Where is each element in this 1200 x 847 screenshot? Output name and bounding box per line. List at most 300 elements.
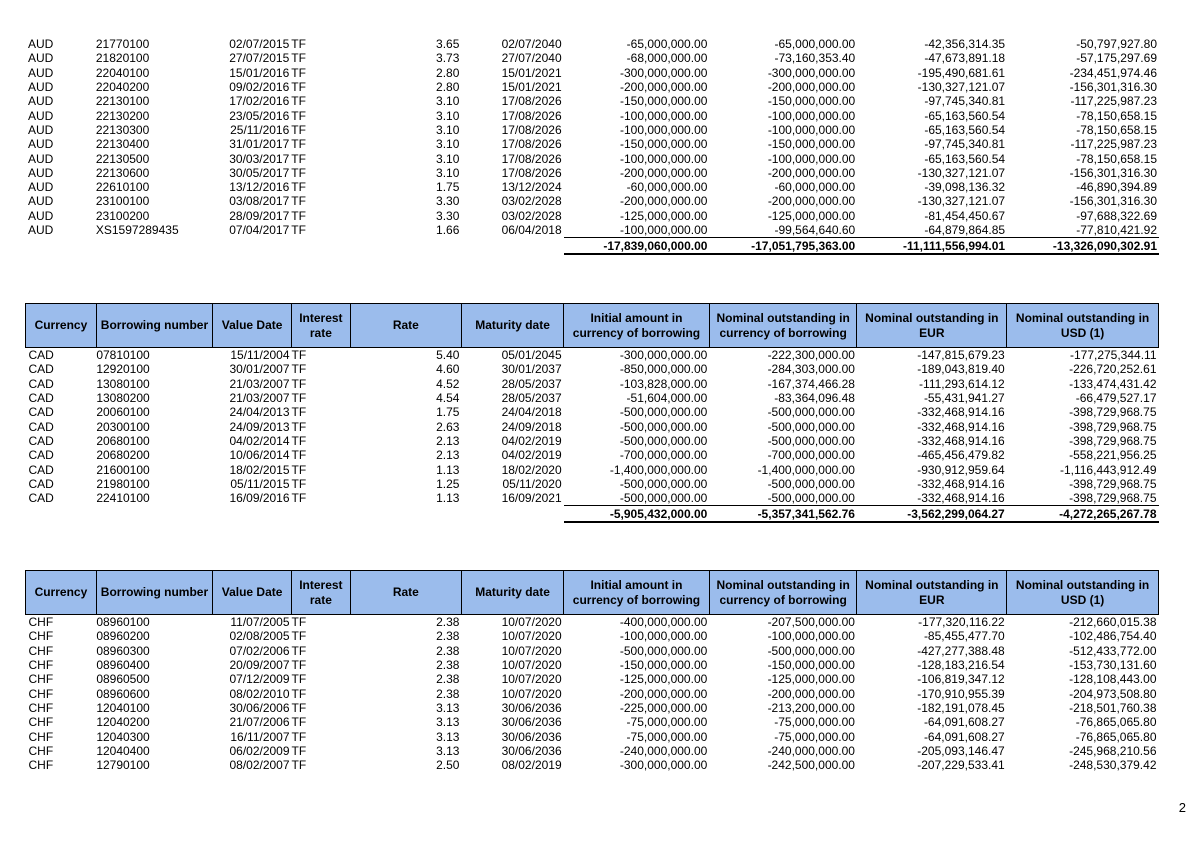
cell-value-date: 30/03/2017 xyxy=(229,151,290,166)
cell-rate: 2.50 xyxy=(436,758,460,773)
cell-value-date: 28/09/2017 xyxy=(229,208,290,223)
cell-value-date: 02/08/2005 xyxy=(229,629,290,644)
cell-rate: 3.30 xyxy=(436,208,460,223)
table-row xyxy=(25,80,1159,94)
cell-value-date: 21/03/2007 xyxy=(229,391,290,406)
cell-maturity-date: 10/07/2020 xyxy=(501,643,562,658)
cell-currency: AUD xyxy=(28,165,54,180)
cell-maturity-date: 04/02/2019 xyxy=(501,433,562,448)
cell-borrowing-number: 22130400 xyxy=(95,137,150,152)
cell-initial-amount: -500,000,000.00 xyxy=(619,419,708,434)
header-rate: Rate xyxy=(350,304,461,348)
cell-borrowing-number: 23100200 xyxy=(95,208,150,223)
table-row xyxy=(26,362,1159,376)
table-row xyxy=(25,94,1159,108)
cell-nominal-usd: -218,501,760.38 xyxy=(1069,700,1157,715)
cell-currency: AUD xyxy=(28,180,54,195)
cell-rate: 2.38 xyxy=(436,672,460,687)
cell-maturity-date: 03/02/2028 xyxy=(501,208,562,223)
table-row xyxy=(25,51,1159,65)
cell-borrowing-number: 13080200 xyxy=(96,391,150,406)
cell-nominal-currency: -200,000,000.00 xyxy=(767,165,856,180)
cell-interest-rate: TF xyxy=(291,433,307,448)
table-row xyxy=(26,615,1159,630)
cell-nominal-currency: -73,160,353.40 xyxy=(774,51,856,66)
total-nominal-currency: -5,357,341,562.76 xyxy=(709,506,857,523)
cell-rate: 1.66 xyxy=(436,223,460,238)
cell-borrowing-number: 21770100 xyxy=(95,37,150,52)
cell-maturity-date: 10/07/2020 xyxy=(501,658,562,673)
cell-nominal-eur: -65,163,560.54 xyxy=(924,108,1006,123)
cell-maturity-date: 03/02/2028 xyxy=(501,194,562,209)
totals-spacer xyxy=(461,506,563,523)
cell-nominal-currency: -60,000,000.00 xyxy=(774,180,856,195)
cell-maturity-date: 30/01/2037 xyxy=(501,362,562,377)
cell-nominal-usd: -512,433,772.00 xyxy=(1069,643,1157,658)
cell-nominal-usd: -398,729,968.75 xyxy=(1069,433,1157,448)
header-value-date: Value Date xyxy=(213,304,292,348)
cell-rate: 1.75 xyxy=(436,180,460,195)
header-rate: Rate xyxy=(350,571,461,615)
totals-spacer xyxy=(350,238,461,255)
cell-rate: 5.40 xyxy=(436,348,460,363)
cell-borrowing-number: 08960100 xyxy=(96,615,150,630)
cell-nominal-currency: -222,300,000.00 xyxy=(767,348,855,363)
cell-rate: 2.38 xyxy=(436,658,460,673)
cell-borrowing-number: 08960500 xyxy=(96,672,150,687)
chf-table-header xyxy=(26,571,1159,615)
cell-currency: CHF xyxy=(28,615,54,630)
cell-initial-amount: -500,000,000.00 xyxy=(619,491,708,506)
cell-interest-rate: TF xyxy=(291,686,307,701)
cell-currency: CAD xyxy=(28,476,54,491)
cell-nominal-usd: -398,729,968.75 xyxy=(1069,476,1157,491)
cell-value-date: 21/03/2007 xyxy=(229,376,290,391)
cell-value-date: 07/02/2006 xyxy=(229,643,290,658)
cell-currency: CHF xyxy=(28,629,54,644)
cell-currency: CHF xyxy=(28,686,54,701)
cell-initial-amount: -75,000,000.00 xyxy=(626,715,708,730)
totals-row xyxy=(25,238,1159,255)
cell-currency: CHF xyxy=(28,643,54,658)
cell-nominal-usd: -46,890,394.89 xyxy=(1076,180,1157,195)
cell-maturity-date: 28/05/2037 xyxy=(501,376,562,391)
cad-table-body xyxy=(26,348,1159,523)
cell-value-date: 08/02/2007 xyxy=(229,758,290,773)
cell-nominal-currency: -100,000,000.00 xyxy=(767,629,855,644)
table-row xyxy=(26,701,1159,715)
cell-nominal-currency: -300,000,000.00 xyxy=(767,65,856,80)
cell-value-date: 08/02/2010 xyxy=(229,686,290,701)
cell-interest-rate: TF xyxy=(291,51,306,66)
cell-nominal-currency: -200,000,000.00 xyxy=(767,194,856,209)
cell-rate: 3.10 xyxy=(436,122,460,137)
table-row xyxy=(26,477,1159,491)
cell-initial-amount: -60,000,000.00 xyxy=(626,180,708,195)
cell-borrowing-number: 23100100 xyxy=(95,194,150,209)
cell-rate: 1.13 xyxy=(436,491,460,506)
cell-nominal-usd: -398,729,968.75 xyxy=(1069,491,1157,506)
cell-currency: CAD xyxy=(28,376,54,391)
cell-maturity-date: 17/08/2026 xyxy=(501,122,562,137)
table-row xyxy=(26,348,1159,363)
cell-nominal-currency: -1,400,000,000.00 xyxy=(757,462,855,477)
header-nominal-currency: Nominal outstanding in currency of borrowing xyxy=(709,571,857,615)
cell-nominal-currency: -125,000,000.00 xyxy=(767,672,855,687)
cell-maturity-date: 30/06/2036 xyxy=(501,715,562,730)
header-maturity-date: Maturity date xyxy=(461,571,563,615)
header-nominal-eur: Nominal outstanding in EUR xyxy=(857,304,1007,348)
cell-value-date: 09/02/2016 xyxy=(229,80,290,95)
cell-rate: 4.60 xyxy=(436,362,460,377)
cell-interest-rate: TF xyxy=(291,448,307,463)
cell-initial-amount: -200,000,000.00 xyxy=(620,194,708,209)
cell-value-date: 21/07/2006 xyxy=(229,715,290,730)
cell-value-date: 30/06/2006 xyxy=(229,700,290,715)
cell-initial-amount: -500,000,000.00 xyxy=(619,405,708,420)
cell-maturity-date: 05/11/2020 xyxy=(502,476,562,491)
cell-initial-amount: -500,000,000.00 xyxy=(619,476,708,491)
cell-initial-amount: -100,000,000.00 xyxy=(620,108,708,123)
cell-value-date: 11/07/2005 xyxy=(230,615,290,630)
cell-interest-rate: TF xyxy=(291,729,307,744)
cell-initial-amount: -300,000,000.00 xyxy=(620,65,708,80)
cell-nominal-usd: -97,688,322.69 xyxy=(1076,208,1157,223)
table-row xyxy=(25,108,1159,122)
cell-rate: 1.25 xyxy=(436,476,460,491)
cell-borrowing-number: 13080100 xyxy=(96,376,150,391)
cell-nominal-eur: -42,356,314.35 xyxy=(924,37,1006,52)
cell-nominal-eur: -106,819,347.12 xyxy=(917,672,1005,687)
header-nominal-currency: Nominal outstanding in currency of borrowing xyxy=(709,304,857,348)
cell-nominal-currency: -500,000,000.00 xyxy=(767,491,855,506)
cell-borrowing-number: 22130600 xyxy=(95,165,150,180)
cell-value-date: 31/01/2017 xyxy=(229,137,290,152)
cell-interest-rate: TF xyxy=(291,348,307,363)
cell-rate: 3.13 xyxy=(436,743,460,758)
cell-currency: AUD xyxy=(28,208,54,223)
cell-value-date: 06/02/2009 xyxy=(229,743,290,758)
header-interest-rate: Interest rate xyxy=(292,304,351,348)
cell-borrowing-number: 08960200 xyxy=(96,629,150,644)
cell-initial-amount: -200,000,000.00 xyxy=(620,80,708,95)
header-borrowing-number: Borrowing number xyxy=(96,571,212,615)
cell-interest-rate: TF xyxy=(291,629,307,644)
cell-nominal-usd: -50,797,927.80 xyxy=(1076,37,1157,52)
cell-value-date: 23/05/2016 xyxy=(229,108,290,123)
cell-nominal-eur: -55,431,941.27 xyxy=(923,391,1005,406)
cell-maturity-date: 10/07/2020 xyxy=(501,615,562,630)
cell-currency: CAD xyxy=(28,433,54,448)
cell-rate: 2.38 xyxy=(436,686,460,701)
cell-currency: AUD xyxy=(28,51,54,66)
cell-maturity-date: 10/07/2020 xyxy=(501,686,562,701)
cell-rate: 2.80 xyxy=(436,65,460,80)
cell-maturity-date: 17/08/2026 xyxy=(501,137,562,152)
table-row xyxy=(26,419,1159,433)
cell-initial-amount: -65,000,000.00 xyxy=(626,37,708,52)
cell-maturity-date: 16/09/2021 xyxy=(501,491,562,506)
cell-nominal-currency: -284,303,000.00 xyxy=(767,362,855,377)
cell-maturity-date: 05/01/2045 xyxy=(501,348,562,363)
totals-spacer xyxy=(292,506,351,523)
cell-value-date: 25/11/2016 xyxy=(230,122,290,137)
cell-initial-amount: -150,000,000.00 xyxy=(620,94,708,109)
page-number: 2 xyxy=(1178,800,1186,815)
cell-nominal-usd: -77,810,421.92 xyxy=(1076,223,1157,237)
cell-nominal-eur: -130,327,121.07 xyxy=(917,194,1006,209)
cell-initial-amount: -300,000,000.00 xyxy=(619,758,708,773)
cell-interest-rate: TF xyxy=(291,658,307,673)
totals-spacer xyxy=(291,238,350,255)
cell-rate: 1.75 xyxy=(436,405,460,420)
cell-currency: CHF xyxy=(28,700,54,715)
cell-maturity-date: 27/07/2040 xyxy=(501,51,562,66)
cell-currency: AUD xyxy=(28,80,54,95)
cell-nominal-currency: -99,564,640.60 xyxy=(774,223,856,237)
cell-nominal-eur: -189,043,819.40 xyxy=(917,362,1005,377)
cell-value-date: 24/04/2013 xyxy=(229,405,290,420)
cell-maturity-date: 15/01/2021 xyxy=(501,80,562,95)
cell-nominal-eur: -930,912,959.64 xyxy=(917,462,1005,477)
table-row xyxy=(26,644,1159,658)
cell-interest-rate: TF xyxy=(291,491,307,506)
cell-initial-amount: -100,000,000.00 xyxy=(620,122,708,137)
cell-nominal-currency: -213,200,000.00 xyxy=(767,700,855,715)
cell-nominal-eur: -207,229,533.41 xyxy=(917,758,1005,773)
cell-currency: CHF xyxy=(28,758,54,773)
cell-nominal-usd: -57,175,297.69 xyxy=(1076,51,1157,66)
cell-nominal-currency: -700,000,000.00 xyxy=(767,448,855,463)
cell-rate: 2.13 xyxy=(436,448,460,463)
cell-interest-rate: TF xyxy=(291,37,306,52)
cell-value-date: 18/02/2015 xyxy=(229,462,290,477)
cell-rate: 3.10 xyxy=(436,108,460,123)
cell-value-date: 16/11/2007 xyxy=(230,729,290,744)
cell-nominal-eur: -195,490,681.61 xyxy=(917,65,1006,80)
cell-nominal-usd: -234,451,974.46 xyxy=(1069,65,1157,80)
cell-nominal-currency: -83,364,096.48 xyxy=(774,391,855,406)
cell-initial-amount: -240,000,000.00 xyxy=(619,743,708,758)
header-initial-amount: Initial amount in currency of borrowing xyxy=(564,304,710,348)
cell-value-date: 05/11/2015 xyxy=(230,476,290,491)
cell-nominal-usd: -156,301,316.30 xyxy=(1069,165,1157,180)
header-borrowing-number: Borrowing number xyxy=(96,304,212,348)
cell-initial-amount: -68,000,000.00 xyxy=(626,51,708,66)
cell-nominal-usd: -66,479,527.17 xyxy=(1075,391,1157,406)
cell-nominal-eur: -147,815,679.23 xyxy=(917,348,1005,363)
cell-value-date: 24/09/2013 xyxy=(229,419,290,434)
cell-initial-amount: -100,000,000.00 xyxy=(620,223,708,237)
cell-interest-rate: TF xyxy=(291,462,307,477)
header-nominal-usd: Nominal outstanding in USD (1) xyxy=(1007,571,1159,615)
cell-nominal-usd: -156,301,316.30 xyxy=(1069,80,1157,95)
cell-value-date: 07/12/2009 xyxy=(229,672,290,687)
totals-spacer xyxy=(26,506,97,523)
cell-currency: AUD xyxy=(28,223,54,238)
cell-nominal-usd: -398,729,968.75 xyxy=(1069,405,1157,420)
cell-nominal-usd: -117,225,987.23 xyxy=(1070,94,1157,109)
cell-initial-amount: -225,000,000.00 xyxy=(619,700,708,715)
cell-nominal-usd: -398,729,968.75 xyxy=(1069,419,1157,434)
cell-currency: CAD xyxy=(28,391,54,406)
cell-interest-rate: TF xyxy=(291,715,307,730)
totals-spacer xyxy=(212,238,291,255)
table-row xyxy=(26,434,1159,448)
cell-initial-amount: -150,000,000.00 xyxy=(620,137,708,152)
cell-initial-amount: -850,000,000.00 xyxy=(619,362,708,377)
cell-currency: CAD xyxy=(28,419,54,434)
total-initial-amount: -5,905,432,000.00 xyxy=(564,506,710,523)
cell-nominal-usd: -133,474,431.42 xyxy=(1069,376,1157,391)
table-row xyxy=(25,123,1159,137)
cell-maturity-date: 15/01/2021 xyxy=(501,65,562,80)
cell-borrowing-number: XS1597289435 xyxy=(95,223,179,238)
cell-borrowing-number: 12040200 xyxy=(96,715,150,730)
cell-value-date: 30/01/2007 xyxy=(229,362,290,377)
cell-borrowing-number: 20680200 xyxy=(96,448,150,463)
totals-spacer xyxy=(461,238,563,255)
cell-currency: AUD xyxy=(28,151,54,166)
cell-value-date: 03/08/2017 xyxy=(229,194,290,209)
cell-interest-rate: TF xyxy=(291,108,306,123)
aud-borrowings-table xyxy=(25,37,1159,255)
table-row xyxy=(26,715,1159,729)
cell-currency: CHF xyxy=(28,715,54,730)
cell-value-date: 20/09/2007 xyxy=(229,658,290,673)
cell-nominal-eur: -97,745,340.81 xyxy=(924,137,1006,152)
total-nominal-usd: -13,326,090,302.91 xyxy=(1007,238,1159,255)
cell-rate: 3.10 xyxy=(436,165,460,180)
cad-table-header xyxy=(26,304,1159,348)
cell-nominal-eur: -130,327,121.07 xyxy=(917,80,1006,95)
cell-nominal-eur: -65,163,560.54 xyxy=(924,151,1006,166)
cell-interest-rate: TF xyxy=(291,137,306,152)
cell-nominal-currency: -242,500,000.00 xyxy=(767,758,855,773)
cell-maturity-date: 10/07/2020 xyxy=(501,672,562,687)
cell-nominal-currency: -200,000,000.00 xyxy=(767,80,856,95)
table-row xyxy=(26,462,1159,476)
cell-nominal-currency: -75,000,000.00 xyxy=(774,729,855,744)
cell-initial-amount: -500,000,000.00 xyxy=(619,643,708,658)
cell-value-date: 07/04/2017 xyxy=(229,223,290,238)
cell-currency: CAD xyxy=(28,448,54,463)
cell-currency: AUD xyxy=(28,122,54,137)
cell-interest-rate: TF xyxy=(291,194,306,209)
cell-initial-amount: -200,000,000.00 xyxy=(620,165,708,180)
total-initial-amount: -17,839,060,000.00 xyxy=(564,238,710,255)
totals-row xyxy=(26,506,1159,523)
cell-nominal-eur: -64,091,608.27 xyxy=(923,729,1005,744)
cell-interest-rate: TF xyxy=(291,94,306,109)
cell-rate: 2.38 xyxy=(436,615,460,630)
cell-nominal-usd: -78,150,658.15 xyxy=(1076,122,1157,137)
totals-spacer xyxy=(96,238,212,255)
cell-borrowing-number: 22040200 xyxy=(95,80,150,95)
cell-nominal-usd: -78,150,658.15 xyxy=(1076,151,1157,166)
cell-interest-rate: TF xyxy=(291,476,307,491)
cell-currency: AUD xyxy=(28,108,54,123)
cell-currency: CAD xyxy=(28,362,54,377)
cell-nominal-usd: -177,275,344.11 xyxy=(1069,348,1157,363)
cell-nominal-usd: -76,865,065.80 xyxy=(1075,729,1157,744)
header-currency: Currency xyxy=(26,304,97,348)
cell-nominal-usd: -245,968,210.56 xyxy=(1069,743,1157,758)
table-row xyxy=(26,491,1159,506)
cell-nominal-eur: -85,455,477.70 xyxy=(923,629,1005,644)
cell-currency: CAD xyxy=(28,462,54,477)
header-nominal-usd: Nominal outstanding in USD (1) xyxy=(1007,304,1159,348)
cell-currency: AUD xyxy=(28,94,54,109)
aud-table-body xyxy=(25,37,1159,254)
cell-nominal-currency: -100,000,000.00 xyxy=(767,151,856,166)
cell-currency: CHF xyxy=(28,672,54,687)
cell-initial-amount: -700,000,000.00 xyxy=(619,448,708,463)
cell-borrowing-number: 22130200 xyxy=(95,108,150,123)
header-nominal-eur: Nominal outstanding in EUR xyxy=(857,571,1007,615)
table-row xyxy=(26,391,1159,405)
cell-nominal-eur: -205,093,146.47 xyxy=(917,743,1005,758)
cell-nominal-eur: -182,191,078.45 xyxy=(917,700,1005,715)
cell-borrowing-number: 21820100 xyxy=(95,51,150,66)
cell-maturity-date: 17/08/2026 xyxy=(501,94,562,109)
cell-nominal-currency: -125,000,000.00 xyxy=(767,208,856,223)
cell-interest-rate: TF xyxy=(291,151,306,166)
cell-nominal-usd: -1,116,443,912.49 xyxy=(1059,462,1157,477)
table-row xyxy=(26,629,1159,643)
table-row xyxy=(25,180,1159,194)
cell-nominal-eur: -177,320,116.22 xyxy=(918,615,1005,630)
cell-nominal-usd: -226,720,252.61 xyxy=(1069,362,1157,377)
cell-nominal-currency: -500,000,000.00 xyxy=(767,476,855,491)
cell-value-date: 27/07/2015 xyxy=(229,51,290,66)
cell-borrowing-number: 22130300 xyxy=(95,122,150,137)
cell-interest-rate: TF xyxy=(291,376,307,391)
table-row xyxy=(25,137,1159,151)
cell-rate: 3.10 xyxy=(436,137,460,152)
cell-nominal-eur: -465,456,479.82 xyxy=(917,448,1005,463)
cell-nominal-eur: -64,879,864.85 xyxy=(924,223,1006,237)
cell-interest-rate: TF xyxy=(291,65,306,80)
cell-nominal-usd: -78,150,658.15 xyxy=(1076,108,1157,123)
cell-nominal-currency: -167,374,466.28 xyxy=(767,376,855,391)
cell-borrowing-number: 12040400 xyxy=(96,743,150,758)
cell-interest-rate: TF xyxy=(291,419,307,434)
cell-rate: 2.38 xyxy=(436,629,460,644)
header-value-date: Value Date xyxy=(213,571,292,615)
cell-nominal-currency: -150,000,000.00 xyxy=(767,94,856,109)
cell-interest-rate: TF xyxy=(291,672,307,687)
cell-borrowing-number: 22410100 xyxy=(96,491,150,506)
table-row xyxy=(26,758,1159,772)
cell-nominal-eur: -111,293,614.12 xyxy=(919,376,1005,391)
cell-nominal-usd: -558,221,956.25 xyxy=(1069,448,1157,463)
cell-borrowing-number: 22130500 xyxy=(95,151,150,166)
cell-nominal-currency: -150,000,000.00 xyxy=(767,658,855,673)
cell-initial-amount: -100,000,000.00 xyxy=(619,629,708,644)
cell-nominal-eur: -97,745,340.81 xyxy=(924,94,1006,109)
cell-nominal-currency: -240,000,000.00 xyxy=(767,743,855,758)
table-row xyxy=(26,729,1159,743)
cell-nominal-currency: -100,000,000.00 xyxy=(767,122,856,137)
cell-borrowing-number: 21980100 xyxy=(96,476,150,491)
table-row xyxy=(26,672,1159,686)
cell-value-date: 16/09/2016 xyxy=(229,491,290,506)
cell-interest-rate: TF xyxy=(291,80,306,95)
cell-borrowing-number: 12040100 xyxy=(96,700,150,715)
cell-nominal-eur: -332,468,914.16 xyxy=(917,476,1005,491)
cell-currency: AUD xyxy=(28,137,54,152)
